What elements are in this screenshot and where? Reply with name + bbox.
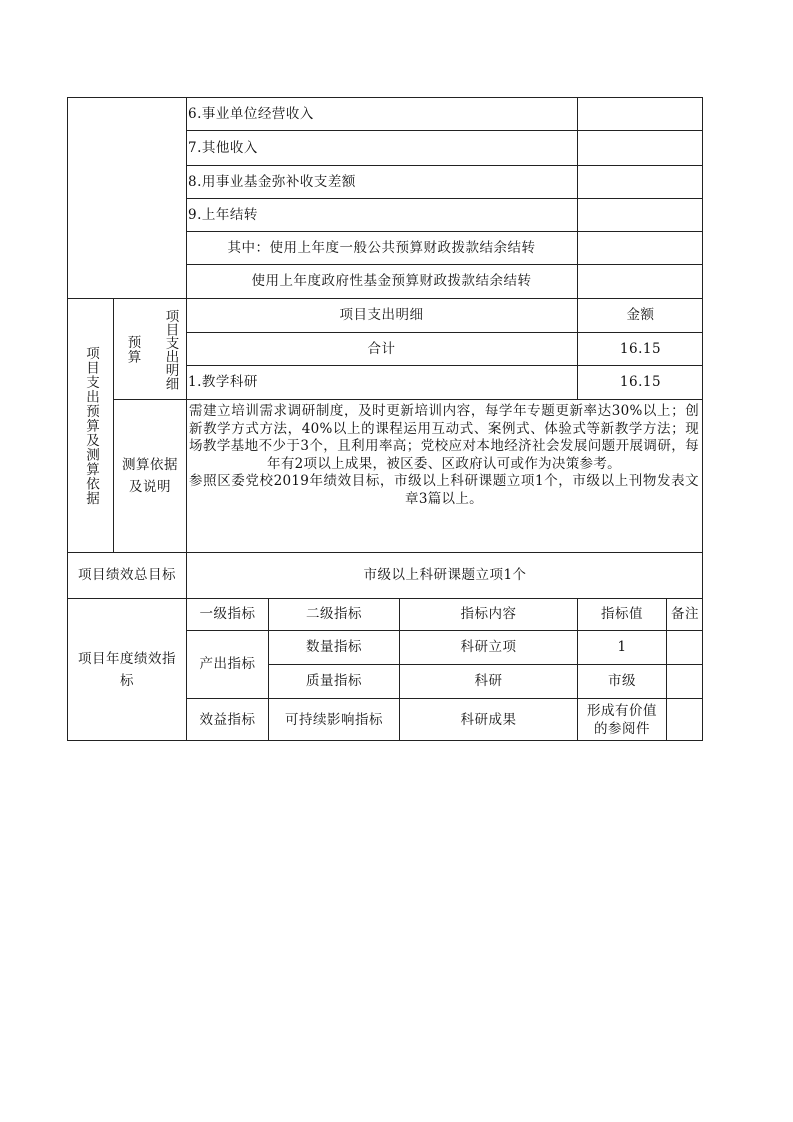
header-content: 指标内容 xyxy=(460,606,517,622)
budget-label: 预算 xyxy=(124,334,141,364)
carryover-fund-label: 使用上年度政府性基金预算财政拨款结余结转 xyxy=(251,273,532,289)
total-label: 合计 xyxy=(367,340,396,357)
income-row-label: 7.其他收入 xyxy=(188,139,258,156)
quantity-value: 1 xyxy=(617,639,627,655)
item-name: 1.教学科研 xyxy=(188,374,258,390)
benefit-indicator-label: 效益指标 xyxy=(199,711,256,728)
basis-label: 测算依据及说明 xyxy=(122,457,178,495)
budget-section-title: 项目支出预算及测算依据 xyxy=(83,345,99,506)
income-row-label: 6.事业单位经营收入 xyxy=(188,105,314,122)
quality-value: 市级 xyxy=(608,673,636,689)
sustainability-content: 科研成果 xyxy=(460,711,517,728)
header-level2: 二级指标 xyxy=(306,606,362,622)
carryover-general-label: 其中：使用上年度一般公共预算财政拨款结余结转 xyxy=(227,239,536,256)
basis-text xyxy=(189,403,699,508)
quality-note xyxy=(667,665,703,698)
header-note: 备注 xyxy=(671,606,699,622)
overall-goal-label: 项目绩效总目标 xyxy=(78,567,176,583)
header-value: 指标值 xyxy=(601,606,643,622)
col-header-item: 项目支出明细 xyxy=(339,307,424,323)
annual-goal-label: 项目年度绩效指标 xyxy=(78,651,176,689)
quantity-content: 科研立项 xyxy=(460,639,517,655)
sustainability-indicator: 可持续影响指标 xyxy=(285,711,383,728)
income-row-label: 9.上年结转 xyxy=(188,206,258,223)
quantity-note xyxy=(667,631,703,664)
quality-indicator: 质量指标 xyxy=(306,673,362,689)
output-indicator-label: 产出指标 xyxy=(199,656,256,672)
header-level1: 一级指标 xyxy=(199,606,256,622)
income-row-label: 8.用事业基金弥补收支差额 xyxy=(188,173,356,190)
budget-table xyxy=(67,97,703,741)
quantity-indicator: 数量指标 xyxy=(306,639,362,655)
basis-paragraph-1: 需建立培训需求调研制度，及时更新培训内容，每学年专题更新率达30%以上；创新教学方式方法，40%以上的课程运用互动式、案例式、体验式等新教学方法；现场教学基地不少于3个，且利用率高；党校应对本地经济社会发展问题开展调研，每年有2项以上成果，被区委、区政府认可或作为决策参考。 xyxy=(189,403,699,472)
detail-label: 项目支出明细 xyxy=(162,308,179,390)
row-divider xyxy=(113,399,703,400)
total-amount: 16.15 xyxy=(619,340,662,357)
sustainability-value: 形成有价值的参阅件 xyxy=(587,703,657,737)
sustainability-note xyxy=(667,699,703,741)
basis-paragraph-2: 参照区委党校2019年绩效目标，市级以上科研课题立项1个，市级以上刊物发表文章3篇以上。 xyxy=(189,473,699,507)
item-amount: 16.15 xyxy=(619,374,662,390)
quality-content: 科研 xyxy=(474,673,503,689)
overall-goal-value: 市级以上科研课题立项1个 xyxy=(363,567,527,583)
col-header-amount: 金额 xyxy=(626,307,655,323)
